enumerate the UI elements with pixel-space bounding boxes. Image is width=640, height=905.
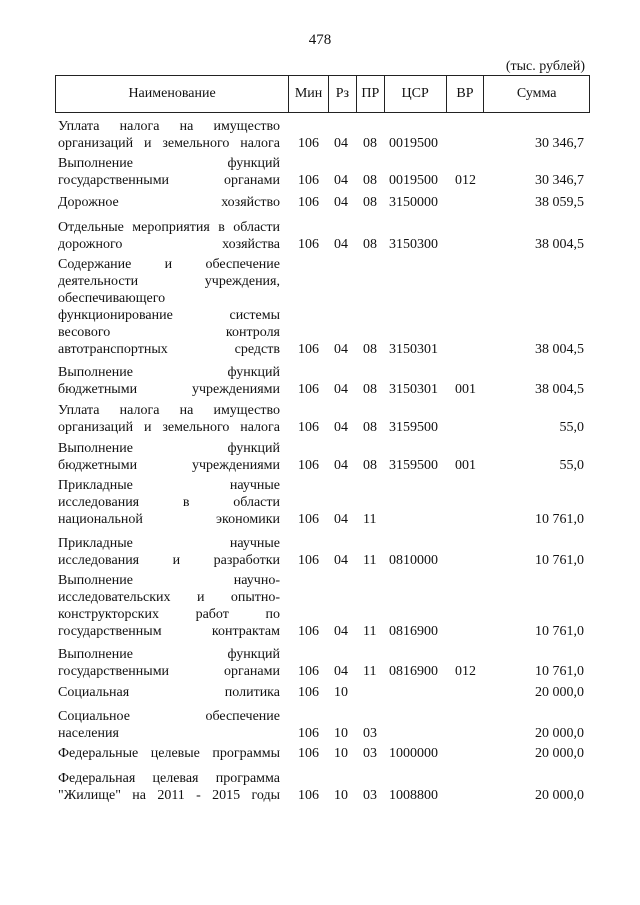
cell-csr: 3159500 [389,458,438,473]
row-name-line: автотранспортных средств [58,342,280,357]
row-name [58,219,280,253]
cell-csr: 1008800 [389,788,438,803]
row-name [58,477,280,528]
cell-min: 106 [298,173,319,188]
cell-rz: 04 [334,382,348,397]
row-name-line: Социальное обеспечение [58,709,280,724]
cell-min: 106 [298,512,319,527]
row-name-line: организаций и земельного налога [58,136,280,151]
cell-min: 106 [298,553,319,568]
cell-rz: 10 [334,685,348,700]
cell-sum: 10 761,0 [535,664,584,679]
cell-pr: 03 [363,726,377,741]
cell-pr: 11 [363,624,377,639]
row-name-line: Дорожное хозяйство [58,195,280,210]
column-header-csr: ЦСР [384,76,446,112]
table-row [0,194,640,211]
table-row [0,440,640,474]
row-name [58,440,280,474]
cell-sum: 38 004,5 [535,342,584,357]
cell-rz: 04 [334,458,348,473]
table-row [0,402,640,436]
cell-min: 106 [298,136,319,151]
row-name-line: национальной экономики [58,512,280,527]
table-row [0,708,640,742]
cell-pr: 08 [363,382,377,397]
row-name [58,364,280,398]
table-row [0,535,640,569]
cell-sum: 55,0 [559,420,584,435]
table-row [0,219,640,253]
cell-min: 106 [298,726,319,741]
row-name [58,194,280,211]
cell-csr: 3150000 [389,195,438,210]
cell-min: 106 [298,195,319,210]
row-name-line: государственными органами [58,664,280,679]
cell-csr: 3159500 [389,420,438,435]
cell-pr: 11 [363,553,377,568]
row-name-line: Выполнение функций [58,441,280,456]
cell-csr: 3150301 [389,382,438,397]
table-row [0,477,640,528]
cell-rz: 10 [334,726,348,741]
row-name-line: деятельности учреждения, [58,274,280,289]
cell-min: 106 [298,624,319,639]
cell-pr: 08 [363,173,377,188]
row-name [58,770,280,804]
cell-min: 106 [298,342,319,357]
cell-rz: 04 [334,237,348,252]
cell-rz: 04 [334,173,348,188]
row-name-line: государственным контрактам [58,624,280,639]
cell-sum: 20 000,0 [535,788,584,803]
row-name-line: Выполнение функций [58,156,280,171]
row-name-line: бюджетными учреждениями [58,458,280,473]
row-name-line: исследования и разработки [58,553,280,568]
table-row [0,745,640,762]
cell-rz: 04 [334,195,348,210]
row-name-line: обеспечивающего [58,291,166,306]
cell-csr: 0816900 [389,624,438,639]
cell-csr: 0019500 [389,136,438,151]
cell-rz: 04 [334,553,348,568]
cell-pr: 08 [363,237,377,252]
row-name [58,402,280,436]
cell-rz: 10 [334,746,348,761]
cell-rz: 04 [334,420,348,435]
cell-min: 106 [298,420,319,435]
row-name-line: исследования в области [58,495,280,510]
cell-pr: 03 [363,788,377,803]
cell-sum: 10 761,0 [535,553,584,568]
row-name-line: исследовательских и опытно- [58,590,280,605]
cell-sum: 38 004,5 [535,382,584,397]
cell-min: 106 [298,237,319,252]
column-header-vr: ВР [446,76,484,112]
cell-sum: 38 004,5 [535,237,584,252]
table-row [0,118,640,152]
page-number: 478 [308,32,332,48]
table-row [0,646,640,680]
cell-pr: 08 [363,458,377,473]
table-row [0,155,640,189]
cell-sum: 30 346,7 [535,173,584,188]
cell-csr: 3150301 [389,342,438,357]
cell-sum: 55,0 [559,458,584,473]
row-name-line: Федеральные целевые программы [58,746,280,761]
cell-sum: 10 761,0 [535,512,584,527]
column-header-min: Мин [288,76,328,112]
row-name-line: функционирование системы [58,308,280,323]
row-name-line: организаций и земельного налога [58,420,280,435]
cell-vr: 001 [455,458,476,473]
row-name [58,708,280,742]
cell-sum: 20 000,0 [535,746,584,761]
cell-csr: 0019500 [389,173,438,188]
cell-csr: 0810000 [389,553,438,568]
cell-vr: 012 [455,173,476,188]
units-label: (тыс. рублей) [505,59,585,74]
cell-rz: 04 [334,512,348,527]
cell-pr: 11 [363,664,377,679]
row-name [58,535,280,569]
row-name-line: "Жилище" на 2011 - 2015 годы [58,788,280,803]
cell-pr: 08 [363,136,377,151]
cell-vr: 012 [455,664,476,679]
cell-rz: 04 [334,624,348,639]
table-row [0,256,640,358]
column-header-sum: Сумма [483,76,589,112]
row-name [58,684,280,701]
table-row [0,684,640,701]
row-name-line: Прикладные научные [58,478,280,493]
table-header [55,75,590,113]
table-row [0,770,640,804]
table-row [0,364,640,398]
row-name [58,646,280,680]
cell-min: 106 [298,664,319,679]
cell-pr: 08 [363,342,377,357]
row-name-line: Социальная политика [58,685,280,700]
row-name-line: Уплата налога на имущество [58,119,280,134]
row-name [58,155,280,189]
cell-pr: 03 [363,746,377,761]
row-name-line: Федеральная целевая программа [58,771,280,786]
column-header-name: Наименование [128,86,216,101]
row-name-line: Прикладные научные [58,536,280,551]
cell-rz: 04 [334,664,348,679]
cell-sum: 20 000,0 [535,726,584,741]
cell-vr: 001 [455,382,476,397]
cell-min: 106 [298,382,319,397]
table-row [0,572,640,640]
cell-min: 106 [298,458,319,473]
cell-sum: 10 761,0 [535,624,584,639]
row-name [58,572,280,640]
cell-csr: 3150300 [389,237,438,252]
row-name-line: Выполнение функций [58,647,280,662]
cell-rz: 04 [334,136,348,151]
cell-sum: 30 346,7 [535,136,584,151]
row-name [58,745,280,762]
cell-rz: 10 [334,788,348,803]
row-name-line: весового контроля [58,325,280,340]
cell-min: 106 [298,685,319,700]
cell-sum: 20 000,0 [535,685,584,700]
column-header-rz: Рз [328,76,356,112]
cell-csr: 0816900 [389,664,438,679]
cell-min: 106 [298,788,319,803]
cell-pr: 08 [363,420,377,435]
row-name-line: бюджетными учреждениями [58,382,280,397]
row-name-line: конструкторских работ по [58,607,280,622]
column-header-pr: ПР [356,76,384,112]
cell-csr: 1000000 [389,746,438,761]
row-name-line: Содержание и обеспечение [58,257,280,272]
row-name-line: Отдельные мероприятия в области [58,220,280,235]
cell-pr: 11 [363,512,377,527]
cell-rz: 04 [334,342,348,357]
row-name-line: дорожного хозяйства [58,237,280,252]
row-name [58,118,280,152]
row-name [58,256,280,358]
row-name-line: Выполнение научно- [58,573,280,588]
row-name-line: государственными органами [58,173,280,188]
cell-pr: 08 [363,195,377,210]
row-name-line: Выполнение функций [58,365,280,380]
cell-sum: 38 059,5 [535,195,584,210]
row-name-line: населения [58,726,119,741]
row-name-line: Уплата налога на имущество [58,403,280,418]
cell-min: 106 [298,746,319,761]
